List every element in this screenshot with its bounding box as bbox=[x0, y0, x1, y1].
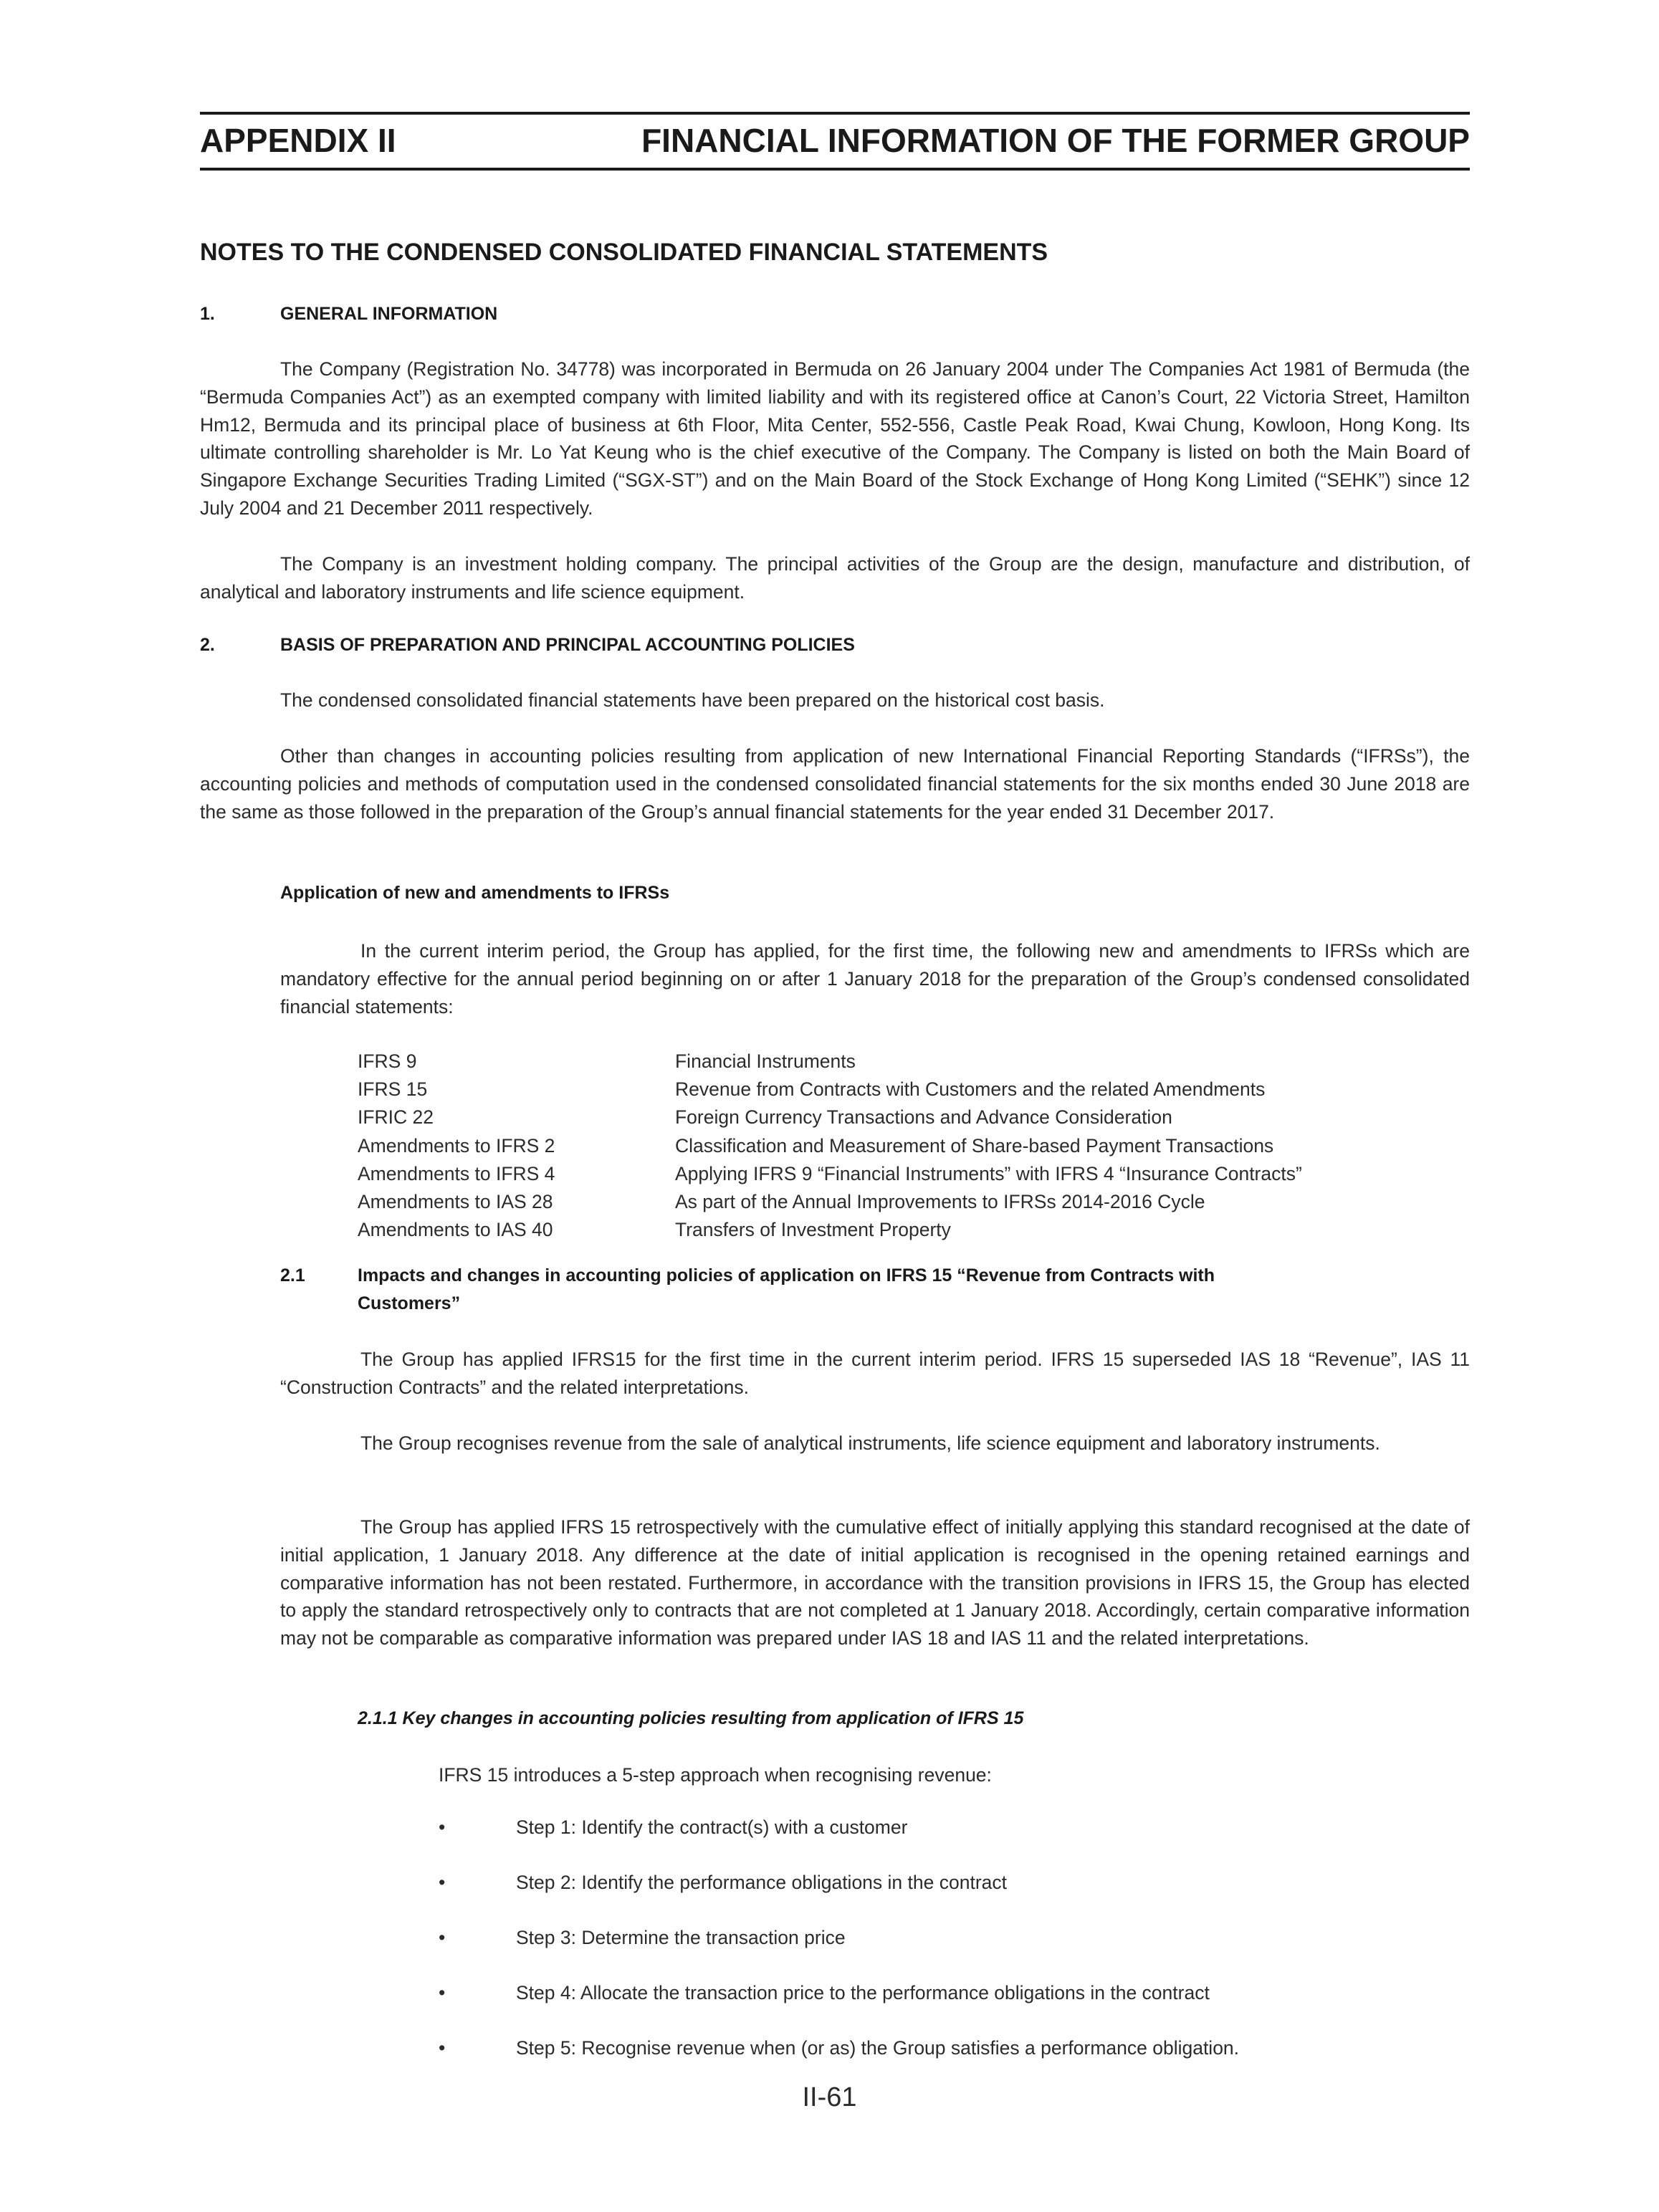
notes-title: NOTES TO THE CONDENSED CONSOLIDATED FINANCIAL STATEMENTS bbox=[200, 239, 1048, 266]
step-item: Step 3: Determine the transaction price bbox=[516, 1927, 846, 1948]
standard-code: Amendments to IAS 28 bbox=[358, 1190, 553, 1212]
section-1-paragraph-2: The Company is an investment holding company. The principal activities of the Group are the design, manufacture and distribution, of analytical and laboratory instruments and life science equipment. bbox=[200, 553, 1470, 603]
section-2-1-heading-line-2: Customers” bbox=[358, 1293, 461, 1313]
header-rule-bottom bbox=[200, 168, 1470, 171]
section-2-heading: BASIS OF PREPARATION AND PRINCIPAL ACCOUNTING POLICIES bbox=[280, 635, 855, 655]
standard-description: Applying IFRS 9 “Financial Instruments” with IFRS 4 “Insurance Contracts” bbox=[675, 1162, 1302, 1184]
step-item: Step 2: Identify the performance obligations in the contract bbox=[516, 1872, 1007, 1893]
bullet-icon: • bbox=[439, 2037, 446, 2059]
header-rule-top bbox=[200, 112, 1470, 115]
section-2-number: 2. bbox=[200, 635, 215, 655]
standard-code: IFRIC 22 bbox=[358, 1106, 434, 1129]
section-2-paragraph-3: In the current interim period, the Group has applied, for the first time, the following new and amendments to IFRSs which are mandatory effective for the annual period beginning on or after 1 January 2018 for the preparation of the Group’s condensed consolidated financial statements: bbox=[280, 940, 1470, 1018]
standard-code: IFRS 15 bbox=[358, 1078, 428, 1101]
appendix-label: APPENDIX II bbox=[200, 122, 396, 159]
standard-code: Amendments to IFRS 2 bbox=[358, 1134, 555, 1157]
section-1-heading: GENERAL INFORMATION bbox=[280, 304, 498, 324]
standard-code: Amendments to IAS 40 bbox=[358, 1219, 553, 1241]
bullet-icon: • bbox=[439, 1927, 446, 1948]
bullet-icon: • bbox=[439, 1872, 446, 1893]
section-2-1-paragraph-1: The Group has applied IFRS15 for the first time in the current interim period. IFRS 15 superseded IAS 18 “Revenue”, IAS 11 “Construction Contracts” and the related interpretations. bbox=[280, 1349, 1470, 1398]
step-item: Step 5: Recognise revenue when (or as) the Group satisfies a performance obligation. bbox=[516, 2037, 1240, 2059]
section-1-paragraph-1: The Company (Registration No. 34778) was incorporated in Bermuda on 26 January 2004 under The Companies Act 1981 of Bermuda (the “Bermuda Companies Act”) as an exempted company with limited liability and with its registered office at Canon’s Court, 22 Victoria Street, Hamilton Hm12, Bermuda and its principal place of business at 6th Floor, Mita Center, 552-556, Castle Peak Road, Kwai Chung, Kowloon, Hong Kong. Its ultimate controlling shareholder is Mr. Lo Yat Keung who is the chief executive of the Company. The Company is listed on both the Main Board of Singapore Exchange Securities Trading Limited (“SGX-ST”) and on the Main Board of the Stock Exchange of Hong Kong Limited (“SEHK”) since 12 July 2004 and 21 December 2011 respectively. bbox=[200, 358, 1470, 519]
standard-description: Financial Instruments bbox=[675, 1050, 856, 1072]
standard-description: As part of the Annual Improvements to IFRSs 2014-2016 Cycle bbox=[675, 1190, 1205, 1212]
standard-description: Revenue from Contracts with Customers and the related Amendments bbox=[675, 1078, 1266, 1101]
appendix-title: FINANCIAL INFORMATION OF THE FORMER GROUP bbox=[641, 122, 1470, 159]
bullet-icon: • bbox=[439, 1816, 446, 1838]
section-2-1-1-intro: IFRS 15 introduces a 5-step approach when recognising revenue: bbox=[439, 1764, 992, 1786]
page-number: II-61 bbox=[802, 2082, 857, 2112]
section-2-1-1-heading: 2.1.1 Key changes in accounting policies resulting from application of IFRS 15 bbox=[358, 1708, 1024, 1728]
section-1-number: 1. bbox=[200, 304, 215, 324]
section-2-paragraph-1: The condensed consolidated financial statements have been prepared on the historical cost basis. bbox=[280, 689, 1105, 711]
section-2-1-paragraph-2: The Group recognises revenue from the sale of analytical instruments, life science equipment and laboratory instruments. bbox=[360, 1432, 1380, 1454]
standard-description: Foreign Currency Transactions and Advance Consideration bbox=[675, 1106, 1172, 1129]
section-2-1-number: 2.1 bbox=[280, 1265, 305, 1285]
section-2-1-paragraph-3: The Group has applied IFRS 15 retrospectively with the cumulative effect of initially applying this standard recognised at the date of initial application, 1 January 2018. Any difference at the date of initial application is recognised in the opening retained earnings and comparative information has not been restated. Furthermore, in accordance with the transition provisions in IFRS 15, the Group has elected to apply the standard retrospectively only to contracts that are not completed at 1 January 2018. Accordingly, certain comparative information may not be comparable as comparative information was prepared under IAS 18 and IAS 11 and the related interpretations. bbox=[280, 1516, 1470, 1650]
bullet-icon: • bbox=[439, 1982, 446, 2003]
ifrs-amendments-subheading: Application of new and amendments to IFRSs bbox=[280, 883, 670, 903]
step-item: Step 1: Identify the contract(s) with a customer bbox=[516, 1816, 908, 1838]
standard-code: Amendments to IFRS 4 bbox=[358, 1162, 555, 1184]
section-2-paragraph-2: Other than changes in accounting policies resulting from application of new International Financial Reporting Standards (“IFRSs”), the accounting policies and methods of computation used in the condensed consolidated financial statements for the six months ended 30 June 2018 are the same as those followed in the preparation of the Group’s annual financial statements for the year ended 31 December 2017. bbox=[200, 745, 1470, 823]
standard-code: IFRS 9 bbox=[358, 1050, 417, 1072]
standard-description: Classification and Measurement of Share-based Payment Transactions bbox=[675, 1134, 1274, 1157]
step-item: Step 4: Allocate the transaction price to the performance obligations in the contract bbox=[516, 1982, 1210, 2003]
section-2-1-heading-line-1: Impacts and changes in accounting policies of application on IFRS 15 “Revenue from Contracts with bbox=[358, 1265, 1215, 1285]
standard-description: Transfers of Investment Property bbox=[675, 1219, 951, 1241]
